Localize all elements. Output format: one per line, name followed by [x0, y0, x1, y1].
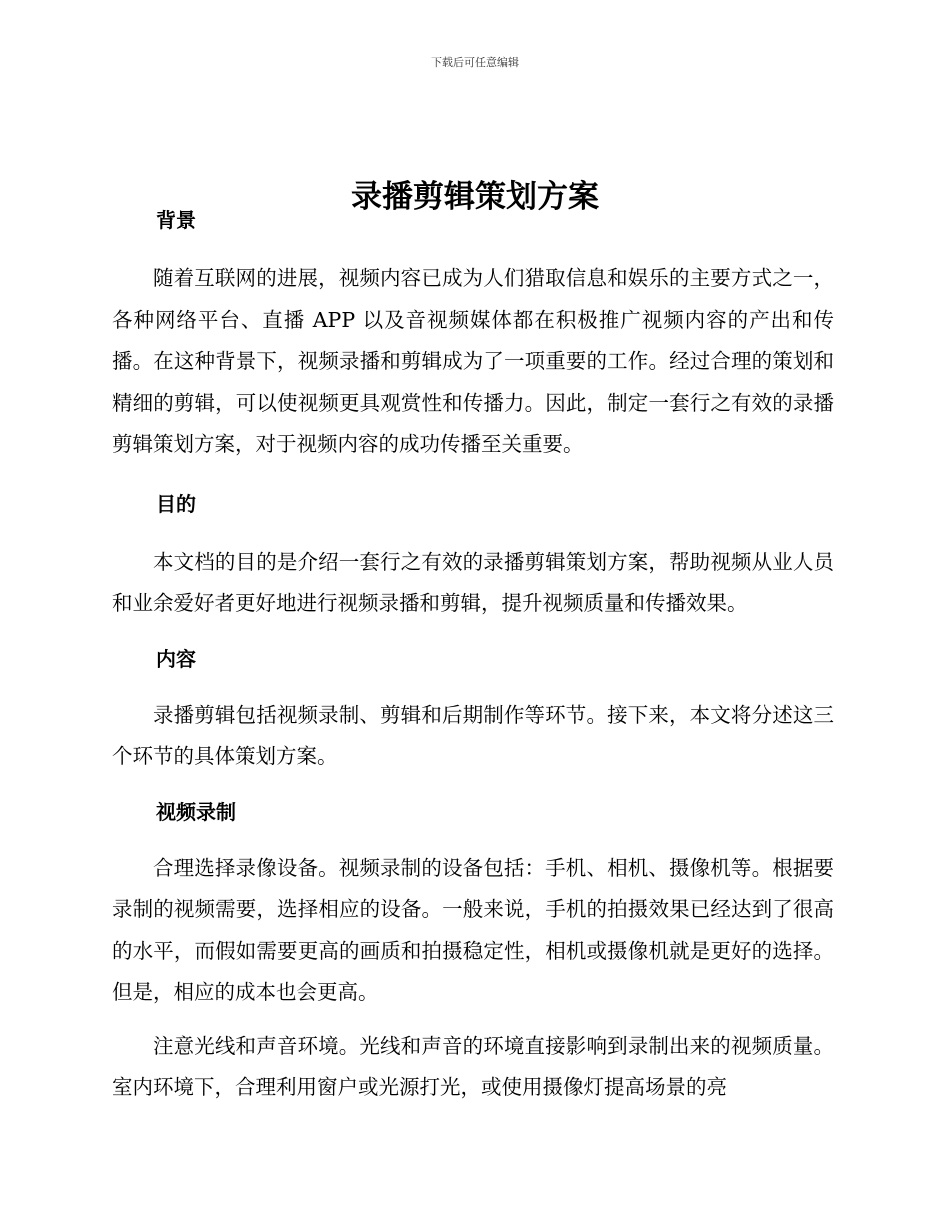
section-heading-background: 背景 [156, 208, 196, 232]
section-heading-purpose: 目的 [156, 491, 196, 516]
header-note: 下载后可任意编辑 [431, 56, 519, 69]
paragraph-recording-environment: 注意光线和声音环境。光线和声音的环境直接影响到录制出来的视频质量。室内环境下，合理利用窗户或光源打光，或使用摄像灯提高场景的亮 [112, 1033, 834, 1099]
paragraph-purpose: 本文档的目的是介绍一套行之有效的录播剪辑策划方案，帮助视频从业人员和业余爱好者更好地进行视频录播和剪辑，提升视频质量和传播效果。 [112, 549, 834, 615]
document-title: 录播剪辑策划方案 [351, 178, 599, 215]
document-body [112, 200, 834, 1109]
paragraph-recording-devices: 合理选择录像设备。视频录制的设备包括：手机、相机、摄像机等。根据要录制的视频需要，选择相应的设备。一般来说，手机的拍摄效果已经达到了很高的水平，而假如需要更高的画质和拍摄稳定性，相机或摄像机就是更好的选择。但是，相应的成本也会更高。 [112, 855, 834, 1004]
section-heading-recording: 视频录制 [156, 799, 236, 824]
section-heading-content: 内容 [156, 646, 196, 671]
paragraph-background: 随着互联网的进展，视频内容已成为人们猎取信息和娱乐的主要方式之一，各种网络平台、直播 APP 以及音视频媒体都在积极推广视频内容的产出和传播。在这种背景下，视频录播和剪辑成为了一项重要的工作。经过合理的策划和精细的剪辑，可以使视频更具观赏性和传播力。因此，制定一套行之有效的录播剪辑策划方案，对于视频内容的成功传播至关重要。 [112, 266, 834, 456]
paragraph-content: 录播剪辑包括视频录制、剪辑和后期制作等环节。接下来，本文将分述这三个环节的具体策划方案。 [112, 702, 834, 768]
